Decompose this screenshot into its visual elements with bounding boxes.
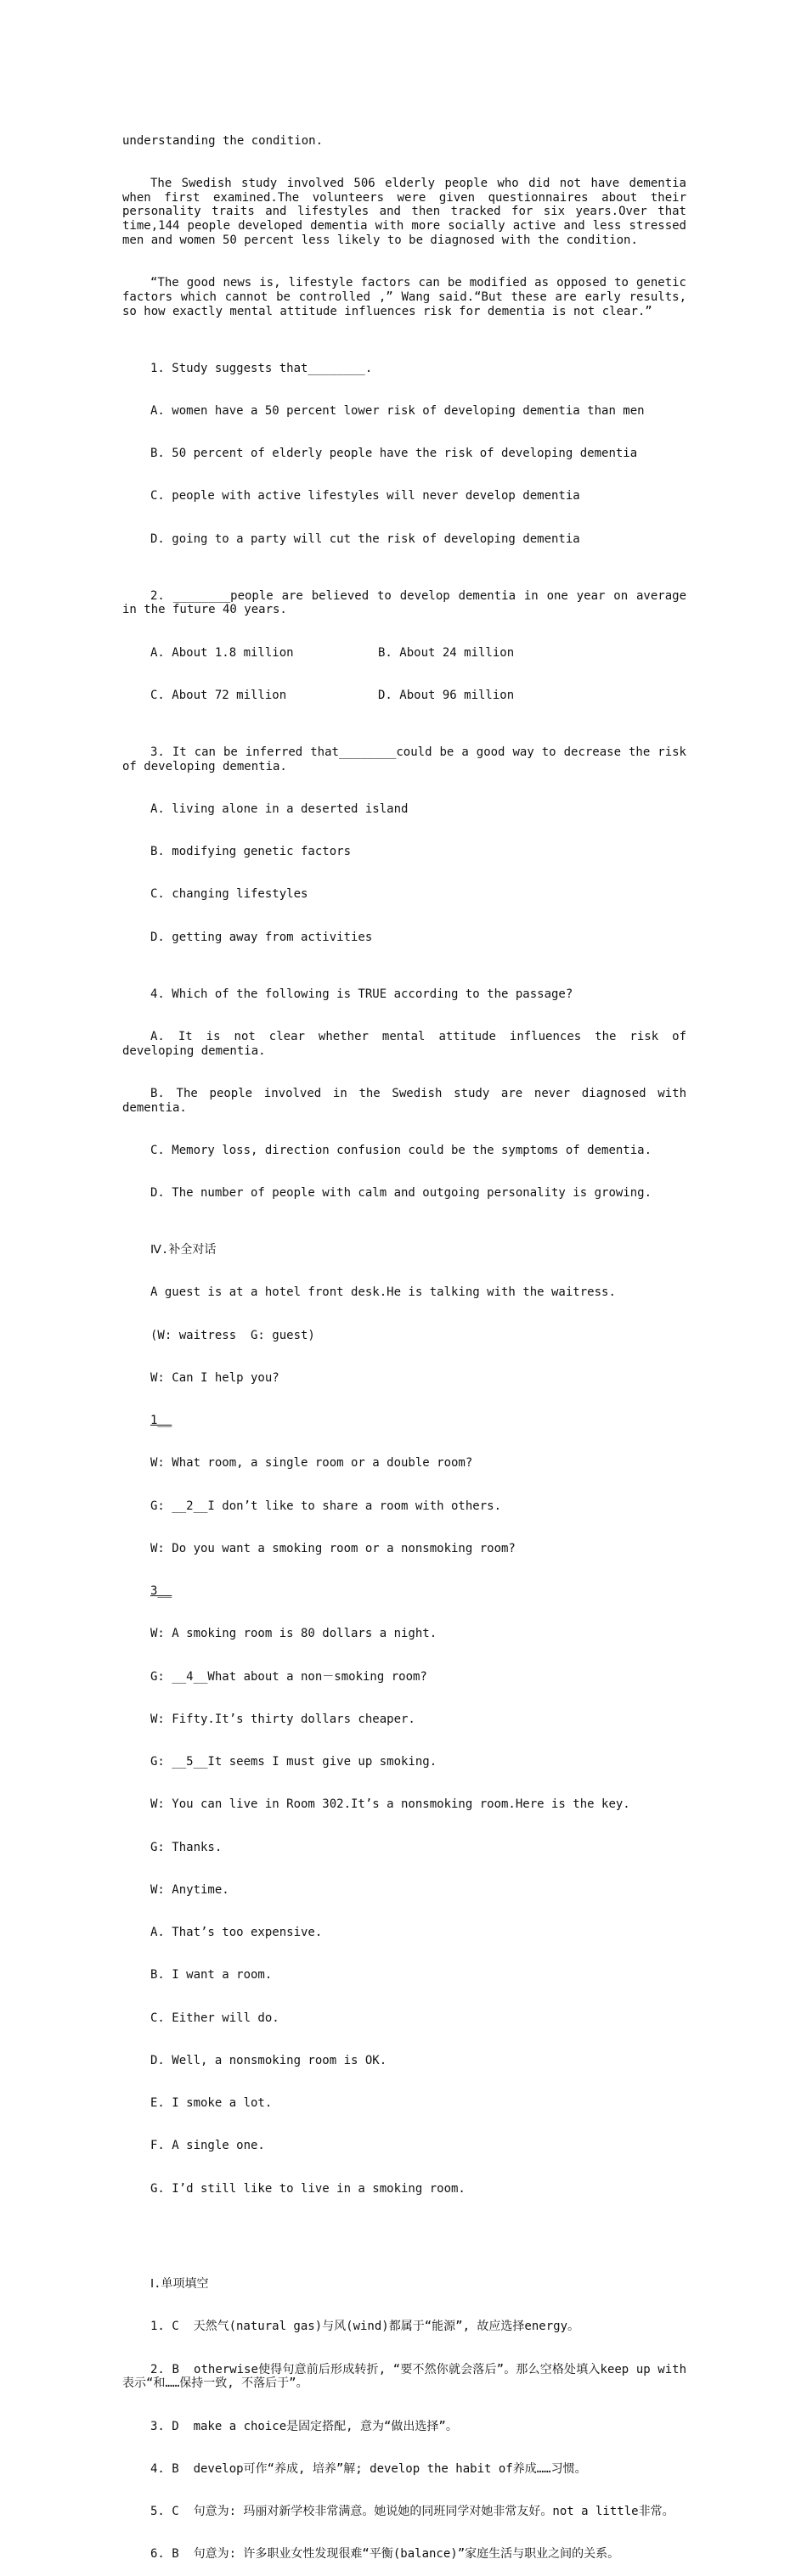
question-stem: 3. It can be inferred that________could be a good way to decrease the risk of developing dementia. [122, 745, 694, 773]
dialogue-line: W: What room, a single room or a double room? [150, 1456, 473, 1471]
answer-item: 2. B otherwise使得句意前后形成转折, “要不然你就会落后”。那么空格处填入keep up with表示“和……保持一致, 不落后于”。 [122, 2362, 686, 2391]
question-stem: 4. Which of the following is TRUE according to the passage? [150, 987, 573, 1001]
option-row [122, 689, 686, 703]
question-option: D. The number of people with calm and outgoing personality is growing. [150, 1186, 652, 1200]
question-option: B. The people involved in the Swedish study are never diagnosed with dementia. [122, 1086, 694, 1115]
dialogue-choice: G. I’d still like to live in a smoking room. [150, 2181, 466, 2196]
passage-paragraph: “The good news is, lifestyle factors can be modified as opposed to genetic factors which cannot be controlled ,” Wang said.“But these are early results, so how exactly mental attitude influences risk for dementia is not clear.” [122, 276, 694, 318]
answer-item: 1. C 天然气(natural gas)与风(wind)都属于“能源”, 故应选择energy。 [150, 2320, 580, 2334]
dialogue-line: W: Can I help you? [150, 1370, 279, 1385]
question-option: A. living alone in a deserted island [150, 801, 409, 816]
question-option: B. About 24 million [378, 645, 515, 660]
question-option: A. About 1.8 million [150, 645, 294, 660]
dialogue-choice: F. A single one. [150, 2139, 265, 2153]
passage-fragment: understanding the condition. [122, 133, 324, 148]
dialogue-choice: A. That’s too expensive. [150, 1926, 323, 1939]
question-option: C. people with active lifestyles will never develop dementia [150, 489, 580, 503]
dialogue-line: W: You can live in Room 302.It’s a nonsmoking room.Here is the key. [150, 1797, 630, 1812]
dialogue-roles: (W: waitress G: guest) [150, 1328, 315, 1342]
dialogue-intro: A guest is at a hotel front desk.He is talking with the waitress. [150, 1285, 616, 1300]
question-option: C. About 72 million [150, 688, 287, 702]
answer-item: 3. D make a choice是固定搭配, 意为“做出选择”。 [150, 2419, 458, 2433]
question-option: D. getting away from activities [150, 930, 373, 944]
dialogue-line: G: __4__What about a non－smoking room? [150, 1669, 427, 1684]
dialogue-line: W: A smoking room is 80 dollars a night. [150, 1627, 437, 1641]
answer-item: 4. B develop可作“养成, 培养”解; develop the habit of养成……习惯。 [150, 2461, 587, 2476]
question-option: B. modifying genetic factors [150, 845, 352, 858]
question-stem: 2. ________people are believed to develop dementia in one year on average in the future 40 years. [122, 588, 694, 617]
option-row [122, 646, 686, 661]
question-option: A. It is not clear whether mental attitude influences the risk of developing dementia. [122, 1029, 694, 1058]
dialogue-line: W: Anytime. [150, 1882, 229, 1897]
dialogue-line: G: __2__I don’t like to share a room with others. [150, 1499, 502, 1513]
question-option: D. going to a party will cut the risk of developing dementia [150, 532, 580, 546]
section-heading: Ⅰ.单项填空 [150, 2277, 209, 2291]
passage-paragraph: The Swedish study involved 506 elderly people who did not have dementia when first examined.The volunteers were given questionnaires about their personality traits and lifestyles and then tracked for six years.Over that time,144 people developed dementia with more socially active and less stressed men and women 50 percent less likely to be diagnosed with the condition. [122, 176, 694, 247]
dialogue-line: G: Thanks. [150, 1840, 223, 1854]
answer-item: 5. C 句意为: 玛丽对新学校非常满意。她说她的同班同学对她非常友好。not a little非常。 [150, 2505, 674, 2518]
dialogue-line: G: __5__It seems I must give up smoking. [150, 1755, 437, 1769]
dialogue-choice: D. Well, a nonsmoking room is OK. [150, 2053, 387, 2067]
document-page [122, 105, 694, 2576]
spacer [122, 2239, 686, 2249]
dialogue-choice: E. I smoke a lot. [150, 2096, 273, 2110]
answer-item: 6. B 句意为: 许多职业女性发现很难“平衡(balance)”家庭生活与职业之间的关系。 [150, 2547, 620, 2562]
question-option: B. 50 percent of elderly people have the risk of developing dementia [150, 447, 638, 460]
dialogue-blank: 1__ [150, 1414, 172, 1427]
dialogue-choice: C. Either will do. [150, 2011, 279, 2025]
dialogue-line: W: Fifty.It’s thirty dollars cheaper. [150, 1712, 415, 1726]
question-option: C. changing lifestyles [150, 887, 308, 902]
dialogue-line: W: Do you want a smoking room or a nonsmoking room? [150, 1541, 516, 1555]
question-option: A. women have a 50 percent lower risk of developing dementia than men [150, 403, 645, 418]
dialogue-blank: 3__ [150, 1584, 172, 1598]
question-stem: 1. Study suggests that________. [150, 361, 373, 375]
dialogue-choice: B. I want a room. [150, 1968, 273, 1983]
question-option: D. About 96 million [378, 688, 515, 702]
section-heading: Ⅳ.补全对话 [150, 1243, 217, 1257]
question-option: C. Memory loss, direction confusion could be the symptoms of dementia. [150, 1143, 652, 1157]
